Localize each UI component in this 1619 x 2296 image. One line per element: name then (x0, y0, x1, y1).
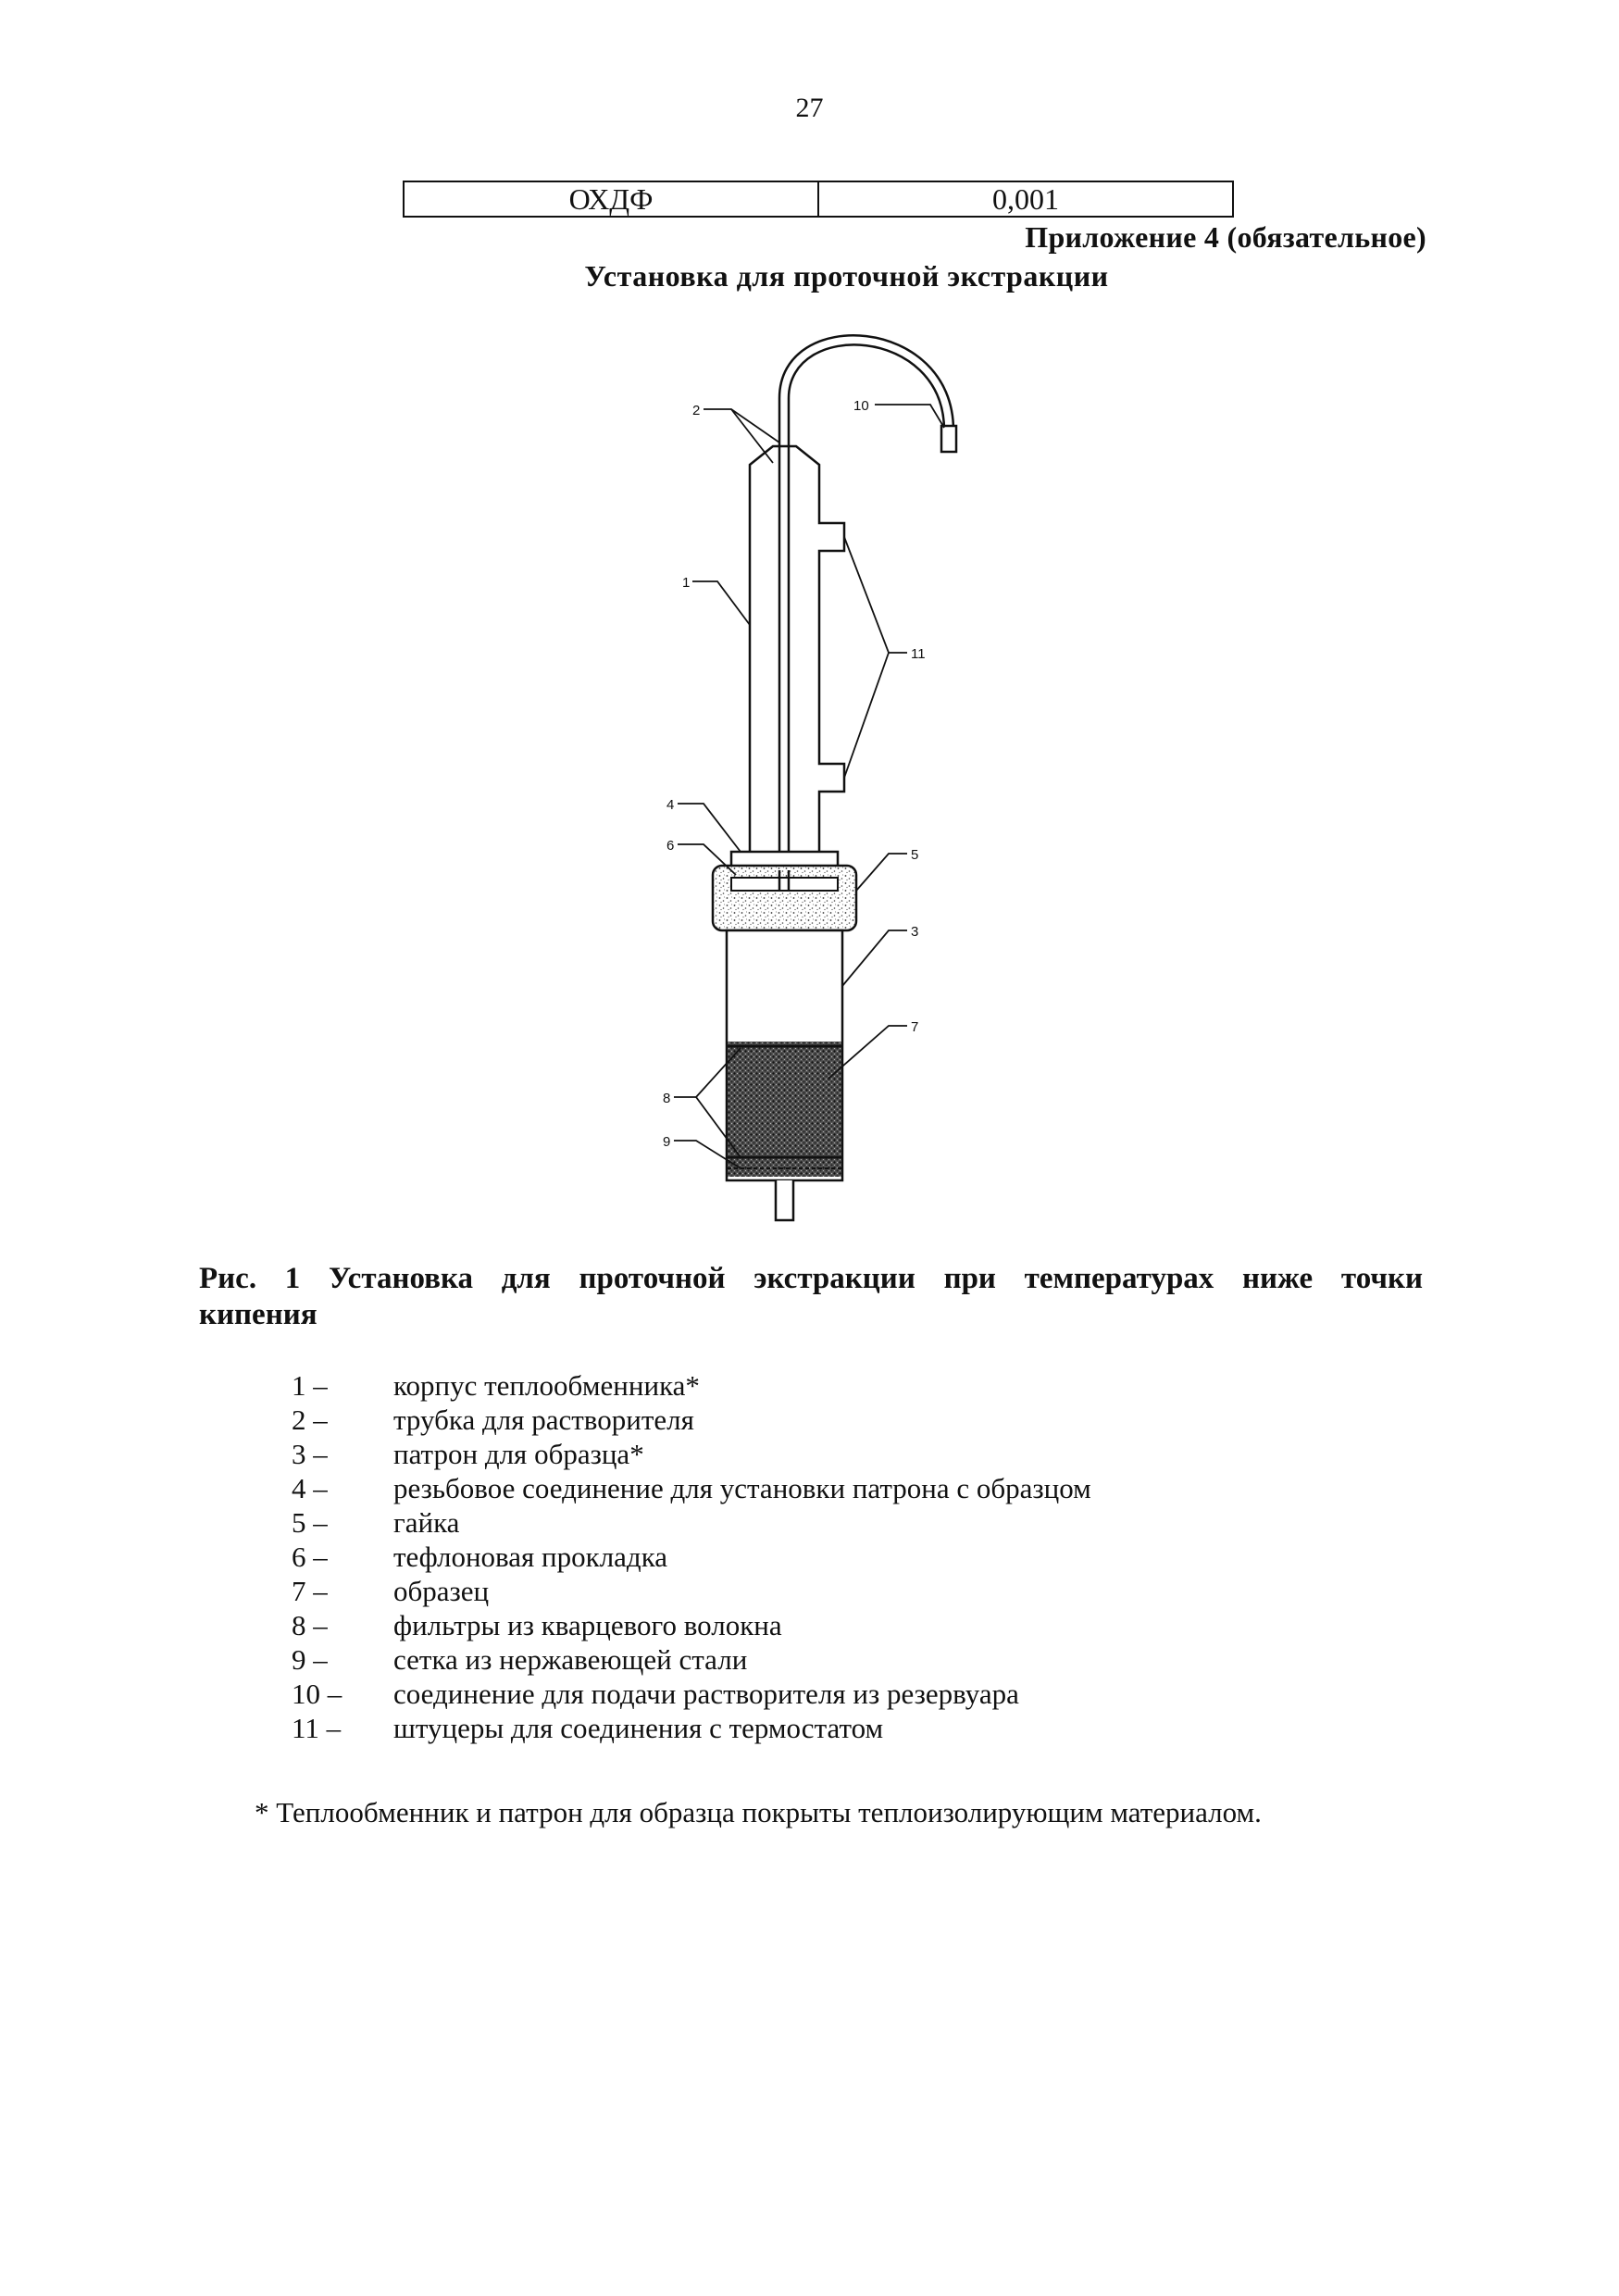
legend-text: корпус теплообменника* (393, 1369, 700, 1402)
legend-item (292, 1677, 1091, 1711)
legend-text: сетка из нержавеющей стали (393, 1643, 748, 1676)
callout-label: 9 (663, 1134, 671, 1150)
table-row (403, 181, 1234, 218)
legend-text: трубка для растворителя (393, 1404, 694, 1436)
heat-exchanger-body (750, 446, 844, 866)
legend-number: 7 – (292, 1575, 328, 1607)
legend-text: образец (393, 1575, 490, 1607)
legend-item (292, 1471, 1091, 1505)
legend-item (292, 1574, 1091, 1608)
outlet-tube (776, 1180, 793, 1220)
nut (713, 866, 856, 930)
callout-label: 1 (682, 575, 691, 591)
teflon-gasket (731, 878, 838, 891)
callout-label: 3 (911, 924, 919, 940)
callout-label: 11 (911, 646, 926, 662)
table-cell-value: 0,001 (817, 182, 1232, 216)
legend-text: резьбовое соединение для установки патрона с образцом (393, 1472, 1091, 1504)
legend-number: 9 – (292, 1643, 328, 1676)
callout-label: 10 (853, 398, 869, 414)
legend-number: 1 – (292, 1369, 328, 1402)
legend-item (292, 1505, 1091, 1540)
legend-item (292, 1711, 1091, 1745)
legend-text: гайка (393, 1506, 460, 1539)
legend-number: 8 – (292, 1609, 328, 1641)
legend-text: патрон для образца* (393, 1438, 644, 1470)
solvent-tube (779, 335, 953, 880)
legend-text: тефлоновая прокладка (393, 1541, 668, 1573)
legend-number: 5 – (292, 1506, 328, 1539)
footnote: * Теплообменник и патрон для образца покрыты теплоизолирующим материалом. (255, 1796, 1262, 1828)
legend-number: 10 – (292, 1678, 342, 1710)
callout-label: 7 (911, 1019, 919, 1035)
callout-label: 8 (663, 1091, 671, 1106)
callout-label: 5 (911, 847, 919, 863)
figure-legend (292, 1368, 1091, 1745)
legend-number: 6 – (292, 1541, 328, 1573)
callout-label: 4 (666, 797, 675, 813)
legend-number: 2 – (292, 1404, 328, 1436)
extraction-apparatus-diagram (648, 319, 1000, 1236)
legend-text: соединение для подачи растворителя из резервуара (393, 1678, 1019, 1710)
callout-label: 2 (692, 403, 701, 418)
legend-number: 4 – (292, 1472, 328, 1504)
legend-item (292, 1540, 1091, 1574)
legend-number: 11 – (292, 1712, 342, 1744)
figure-caption: Рис. 1 Установка для проточной экстракции при температурах ниже точки (199, 1262, 1423, 1295)
section-title: Установка для проточной экстракции (584, 259, 1109, 293)
table-cell-substance: ОХДФ (568, 182, 654, 216)
page-number: 27 (795, 93, 824, 123)
legend-text: штуцеры для соединения с термостатом (393, 1712, 884, 1744)
legend-item (292, 1403, 1091, 1437)
appendix-label: Приложение 4 (обязательное) (1025, 220, 1426, 254)
legend-number: 3 – (292, 1438, 328, 1470)
solvent-connector (941, 426, 956, 452)
legend-text: фильтры из кварцевого волокна (393, 1609, 782, 1641)
figure-caption-continued: кипения (199, 1298, 318, 1331)
legend-item (292, 1437, 1091, 1471)
legend-item (292, 1608, 1091, 1642)
callout-label: 6 (666, 838, 675, 854)
legend-item (292, 1642, 1091, 1677)
legend-item (292, 1368, 1091, 1403)
